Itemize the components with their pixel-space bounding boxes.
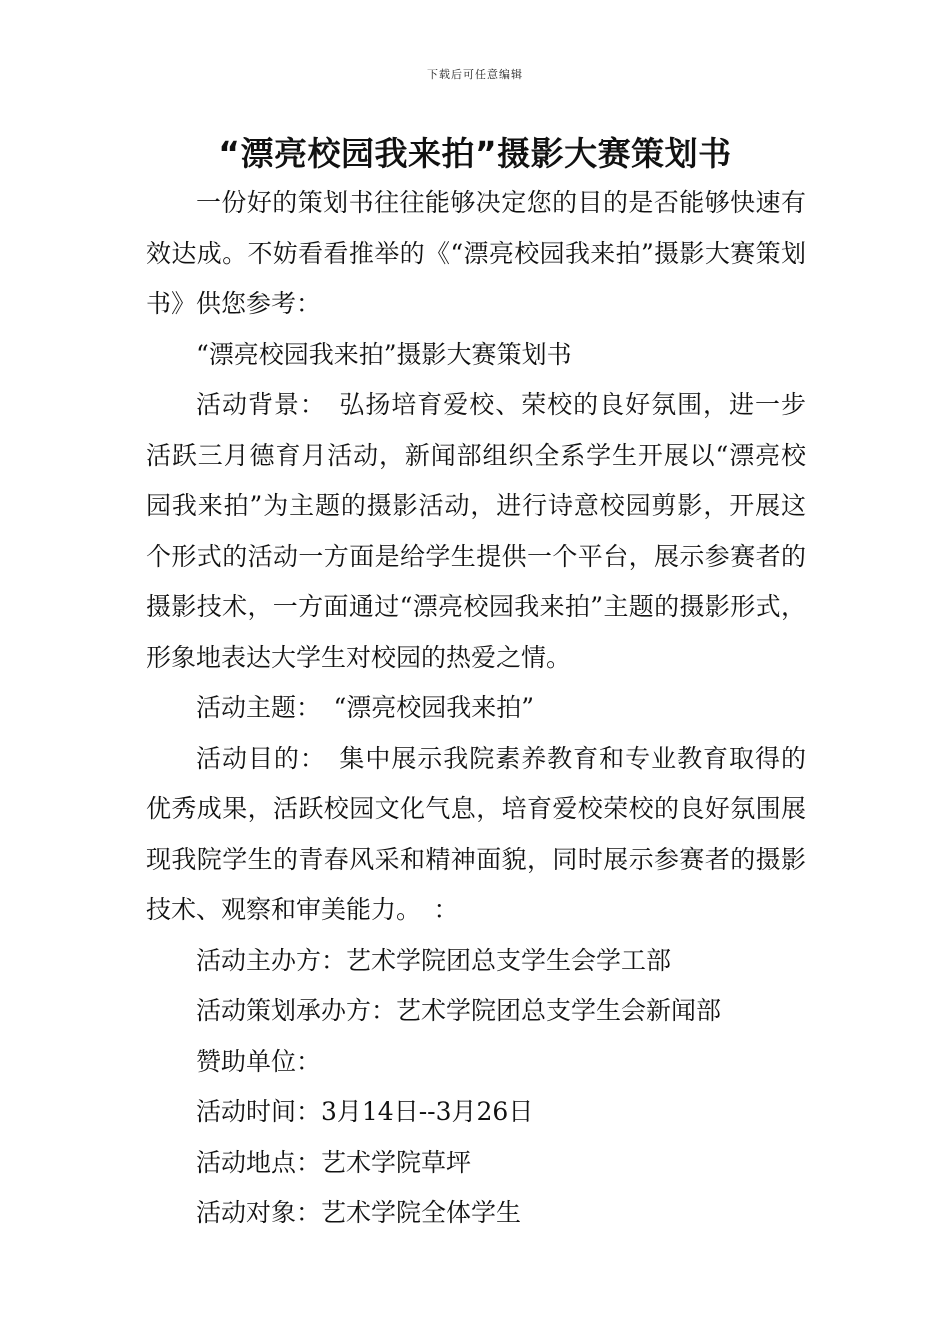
intro-paragraph: 一份好的策划书往往能够决定您的目的是否能够快速有效达成。不妨看看推举的《“漂亮校园我来拍”摄影大赛策划书》供您参考： (146, 188, 806, 318)
activity-location-paragraph: 活动地点：艺术学院草坪 (196, 1147, 472, 1177)
co-organizer-paragraph: 活动策划承办方：艺术学院团总支学生会新闻部 (196, 996, 722, 1025)
organizer-paragraph: 活动主办方：艺术学院团总支学生会学工部 (196, 945, 672, 975)
document-body (146, 178, 806, 1239)
page-header-note: 下载后可任意编辑 (427, 68, 523, 81)
activity-time-paragraph: 活动时间：3月14日--3月26日 (196, 1097, 534, 1126)
activity-theme-paragraph: 活动主题： “漂亮校园我来拍” (196, 693, 535, 722)
document-title: “漂亮校园我来拍”摄影大赛策划书 (218, 134, 732, 173)
activity-background-paragraph: 活动背景： 弘扬培育爱校、荣校的良好氛围，进一步活跃三月德育月活动，新闻部组织全系学生开展以“漂亮校园我来拍”为主题的摄影活动，进行诗意校园剪影，开展这个形式的活动一方面是给学生提供一个平台，展示参赛者的摄影技术，一方面通过“漂亮校园我来拍”主题的摄影形式，形象地表达大学生对校园的热爱之情。 (146, 390, 806, 672)
sponsor-paragraph: 赞助单位： (196, 1046, 322, 1076)
activity-audience-paragraph: 活动对象：艺术学院全体学生 (196, 1198, 522, 1227)
subtitle-paragraph: “漂亮校园我来拍”摄影大赛策划书 (196, 339, 572, 369)
activity-purpose-paragraph: 活动目的： 集中展示我院素养教育和专业教育取得的优秀成果，活跃校园文化气息，培育爱校荣校的良好氛围展现我院学生的青春风采和精神面貌，同时展示参赛者的摄影技术、观察和审美能力。 ： (146, 743, 806, 924)
